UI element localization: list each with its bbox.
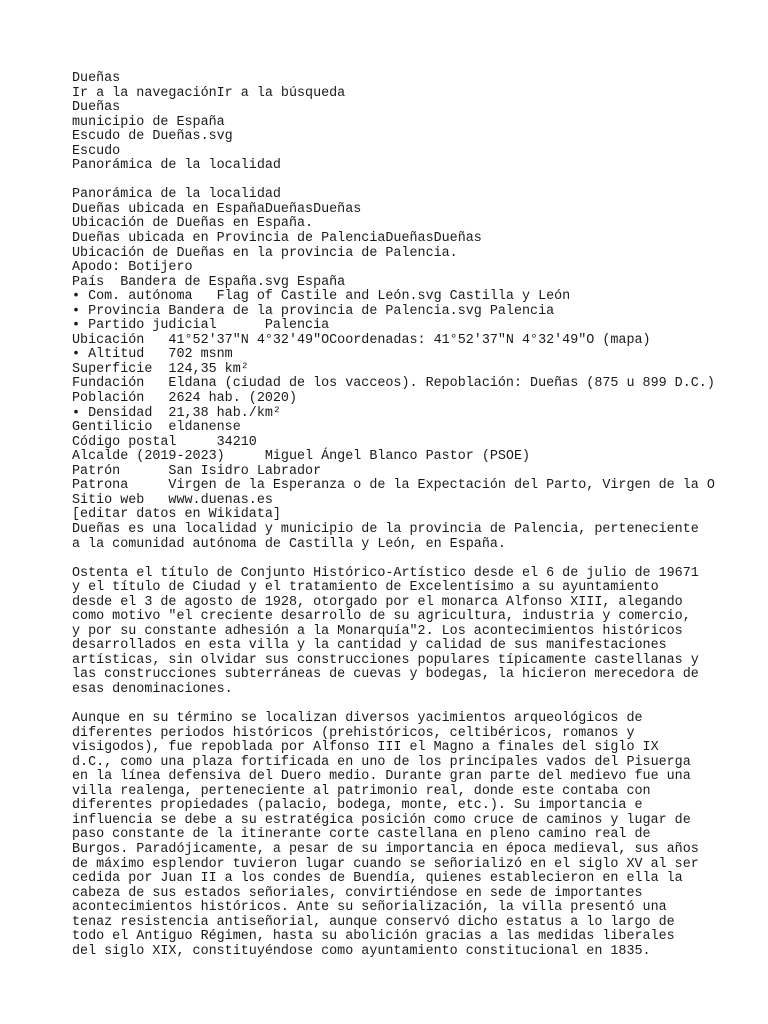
infobox-row-postal-code: Código postal 34210 bbox=[72, 434, 257, 450]
panorama-label: Panorámica de la localidad bbox=[72, 158, 281, 174]
infobox-row-nickname: Apodo: Botijero bbox=[72, 260, 193, 276]
infobox-row-altitude: • Altitud 702 msnm bbox=[72, 347, 233, 363]
panorama-caption: Panorámica de la localidad bbox=[72, 187, 281, 203]
infobox-row-patron: Patrón San Isidro Labrador bbox=[72, 463, 322, 479]
province-map-label: Dueñas ubicada en Provincia de PalenciaDueñasDueñas bbox=[72, 231, 482, 247]
spain-map-caption: Ubicación de Dueñas en España. bbox=[72, 216, 314, 232]
blank-line bbox=[72, 174, 702, 189]
article-title: Dueñas bbox=[72, 71, 121, 86]
province-map-caption: Ubicación de Dueñas en la provincia de Palencia. bbox=[72, 245, 458, 261]
coat-of-arms-caption: Escudo bbox=[72, 143, 121, 159]
infobox-row-mayor: Alcalde (2019-2023) Miguel Ángel Blanco Pastor (PSOE) bbox=[72, 449, 531, 465]
infobox-row-foundation: Fundación Eldana (ciudad de los vacceos). Repoblación: Dueñas (875 u 899 D.C.) bbox=[72, 376, 715, 392]
infobox-row-community: • Com. autónoma Flag of Castile and León.svg Castilla y León bbox=[72, 289, 571, 305]
history-paragraph-2: Aunque en su término se localizan diversos yacimientos arqueológicos de diferentes periodos históricos (prehistóricos, celtibéricos, romanos y visigodos), fue repoblada por Alfonso III el Magno a finales del siglo IX d.C., como una plaza fortificada en uno de los principales vados del Pisuerga en la línea defensiva del Duero medio. Durante gran parte del medievo fue una villa realenga, perteneciente al patrimonio real, donde este contaba con diferentes propiedades (palacio, bodega, monte, etc.). Su importancia e influencia se debe a su estratégica posición como cruce de caminos y lugar de paso constante de la itinerante corte castellana en pleno camino real de Burgos. Paradójicamente, a pesar de su importancia en época medieval, sus años de máximo esplendor tuvieron lugar cuando se señorializó en el siglo XV al ser cedida por Juan II a los condes de Buendía, quienes establecieron en ella la cabeza de sus estados señoriales, convirtiéndose en sede de importantes acontecimientos históricos. Ante su señorialización, la villa presentó una tenaz resistencia antiseñorial, aunque conservó dicho estatus a lo largo de todo el Antiguo Régimen, hasta su abolición gracias a las medidas liberales del siglo XIX, constituyéndose como ayuntamiento constitucional en 1835. bbox=[72, 711, 699, 959]
infobox-row-patroness: Patrona Virgen de la Esperanza o de la Expectación del Parto, Virgen de la O bbox=[72, 478, 715, 494]
blank-line bbox=[72, 698, 702, 713]
coat-of-arms-filename: Escudo de Dueñas.svg bbox=[72, 129, 233, 145]
infobox-row-website[interactable]: Sitio web www.duenas.es bbox=[72, 492, 273, 508]
infobox-row-population: Población 2624 hab. (2020) bbox=[72, 391, 297, 407]
edit-wikidata-link[interactable]: [editar datos en Wikidata] bbox=[72, 507, 281, 523]
infobox-subtitle: municipio de España bbox=[72, 114, 225, 130]
infobox-row-density: • Densidad 21,38 hab./km² bbox=[72, 405, 281, 421]
infobox-title: Dueñas bbox=[72, 100, 121, 116]
infobox-row-province: • Provincia Bandera de la provincia de Palencia.svg Palencia bbox=[72, 303, 555, 319]
skip-links[interactable]: Ir a la navegaciónIr a la búsqueda bbox=[72, 85, 346, 101]
infobox-row-district: • Partido judicial Palencia bbox=[72, 318, 330, 334]
intro-paragraph: Dueñas es una localidad y municipio de la provincia de Palencia, perteneciente a la comunidad autónoma de Castilla y León, en España. bbox=[72, 521, 699, 552]
infobox-row-country: País Bandera de España.svg España bbox=[72, 274, 346, 290]
infobox-row-demonym: Gentilicio eldanense bbox=[72, 420, 241, 436]
blank-line bbox=[72, 552, 702, 567]
history-paragraph-1: Ostenta el título de Conjunto Histórico-Artístico desde el 6 de julio de 19671 y el título de Ciudad y el tratamiento de Excelentísimo a su ayuntamiento desde el 3 de agosto de 1928, otorgado por el monarca Alfonso XIII, alegando como motivo "el creciente desarrollo de su agricultura, industria y comercio, y por su constante adhesión a la Monarquía"2. Los acontecimientos históricos desarrollados en esta villa y la cantidad y calidad de sus manifestaciones artísticas, sin olvidar sus construcciones populares típicamente castellanas y las construcciones subterráneas de cuevas y bodegas, la hicieron merecedora de esas denominaciones. bbox=[72, 565, 699, 697]
document-body bbox=[72, 71, 715, 959]
infobox-row-location: Ubicación 41°52′37″N 4°32′49″OCoordenadas: 41°52′37″N 4°32′49″O (mapa) bbox=[72, 332, 651, 348]
infobox-row-area: Superficie 124,35 km² bbox=[72, 361, 249, 377]
spain-map-label: Dueñas ubicada en EspañaDueñasDueñas bbox=[72, 201, 362, 217]
